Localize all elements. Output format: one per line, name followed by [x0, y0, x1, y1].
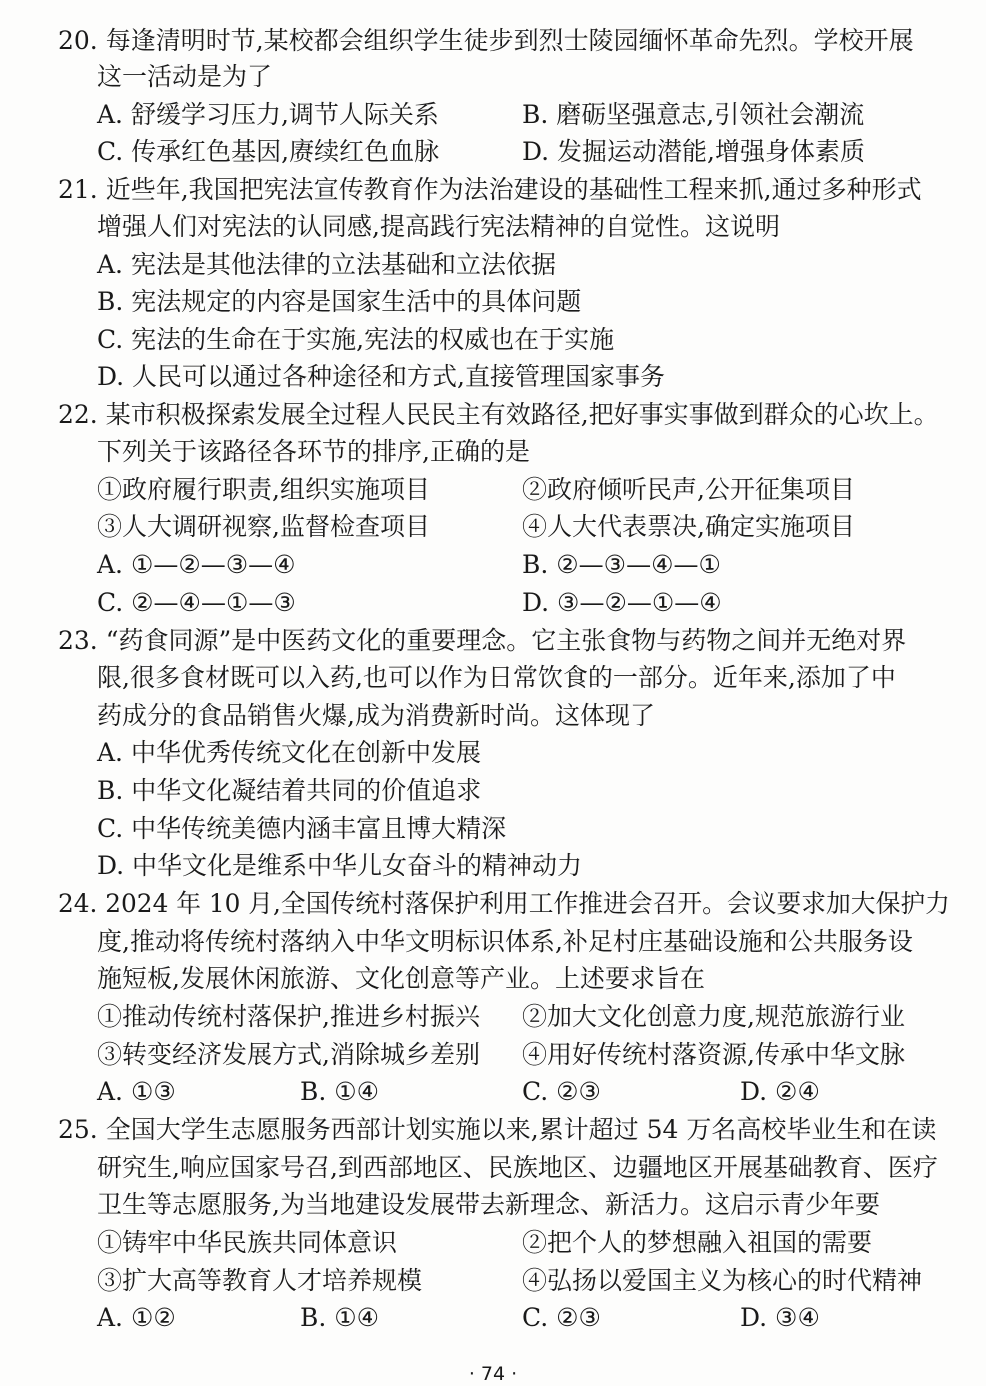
question-stem-line: 21. 近些年,我国把宪法宣传教育作为法治建设的基础性工程来抓,通过多种形式: [58, 175, 922, 204]
item-1: ①铸牢中华民族共同体意识: [97, 1228, 398, 1257]
option-b: B. ①④: [300, 1077, 380, 1106]
question-stem-line: 22. 某市积极探索发展全过程人民民主有效路径,把好事实事做到群众的心坎上。: [58, 400, 939, 429]
question-stem-line: 药成分的食品销售火爆,成为消费新时尚。这体现了: [97, 701, 655, 730]
option-d: D. 人民可以通过各种途径和方式,直接管理国家事务: [97, 362, 665, 391]
option-c: C. ②③: [522, 1303, 601, 1332]
question-stem-line: 这一活动是为了: [97, 62, 273, 91]
option-b: B. 宪法规定的内容是国家生活中的具体问题: [97, 287, 582, 316]
option-d: D. 发掘运动潜能,增强身体素质: [522, 137, 865, 166]
item-1: ①推动传统村落保护,推进乡村振兴: [97, 1002, 480, 1031]
option-c: C. 中华传统美德内涵丰富且博大精深: [97, 814, 507, 843]
item-3: ③人大调研视察,监督检查项目: [97, 512, 430, 541]
item-2: ②政府倾听民声,公开征集项目: [522, 475, 855, 504]
option-a: A. 中华优秀传统文化在创新中发展: [97, 738, 481, 767]
option-a: A. 宪法是其他法律的立法基础和立法依据: [97, 250, 556, 279]
question-stem-line: 24. 2024 年 10 月,全国传统村落保护利用工作推进会召开。会议要求加大保护力: [58, 889, 950, 918]
page-number: · 74 ·: [468, 1363, 518, 1385]
option-c: C. 宪法的生命在于实施,宪法的权威也在于实施: [97, 325, 615, 354]
item-4: ④用好传统村落资源,传承中华文脉: [522, 1040, 905, 1069]
question-stem-line: 施短板,发展休闲旅游、文化创意等产业。上述要求旨在: [97, 964, 705, 993]
item-3: ③转变经济发展方式,消除城乡差别: [97, 1040, 480, 1069]
question-stem-line: 增强人们对宪法的认同感,提高践行宪法精神的自觉性。这说明: [97, 212, 780, 241]
option-a: A. ①③: [97, 1077, 176, 1106]
option-c: C. ②—④—①—③: [97, 588, 296, 617]
item-2: ②把个人的梦想融入祖国的需要: [522, 1228, 873, 1257]
item-4: ④弘扬以爱国主义为核心的时代精神: [522, 1266, 923, 1295]
question-stem-line: 限,很多食材既可以入药,也可以作为日常饮食的一部分。近年来,添加了中: [97, 663, 896, 692]
option-b: B. ②—③—④—①: [522, 550, 721, 579]
option-b: B. 磨砺坚强意志,引领社会潮流: [522, 100, 865, 129]
item-4: ④人大代表票决,确定实施项目: [522, 512, 855, 541]
option-a: A. ①②: [97, 1303, 176, 1332]
option-d: D. ②④: [740, 1077, 820, 1106]
option-c: C. ②③: [522, 1077, 601, 1106]
question-stem-line: 研究生,响应国家号召,到西部地区、民族地区、边疆地区开展基础教育、医疗: [97, 1153, 938, 1182]
option-a: A. 舒缓学习压力,调节人际关系: [97, 100, 439, 129]
item-1: ①政府履行职责,组织实施项目: [97, 475, 430, 504]
item-2: ②加大文化创意力度,规范旅游行业: [522, 1002, 905, 1031]
question-stem-line: 下列关于该路径各环节的排序,正确的是: [97, 437, 530, 466]
question-stem-line: 20. 每逢清明时节,某校都会组织学生徒步到烈士陵园缅怀革命先烈。学校开展: [58, 26, 914, 55]
question-stem-line: 度,推动将传统村落纳入中华文明标识体系,补足村庄基础设施和公共服务设: [97, 927, 913, 956]
option-b: B. 中华文化凝结着共同的价值追求: [97, 776, 482, 805]
option-d: D. ③—②—①—④: [522, 588, 722, 617]
question-stem-line: 25. 全国大学生志愿服务西部计划实施以来,累计超过 54 万名高校毕业生和在读: [58, 1115, 937, 1144]
question-stem-line: 23. “药食同源”是中医药文化的重要理念。它主张食物与药物之间并无绝对界: [58, 626, 907, 655]
item-3: ③扩大高等教育人才培养规模: [97, 1266, 423, 1295]
option-a: A. ①—②—③—④: [97, 550, 296, 579]
option-c: C. 传承红色基因,赓续红色血脉: [97, 137, 440, 166]
option-d: D. ③④: [740, 1303, 820, 1332]
question-stem-line: 卫生等志愿服务,为当地建设发展带去新理念、新活力。这启示青少年要: [97, 1190, 880, 1219]
option-b: B. ①④: [300, 1303, 380, 1332]
option-d: D. 中华文化是维系中华儿女奋斗的精神动力: [97, 851, 583, 880]
